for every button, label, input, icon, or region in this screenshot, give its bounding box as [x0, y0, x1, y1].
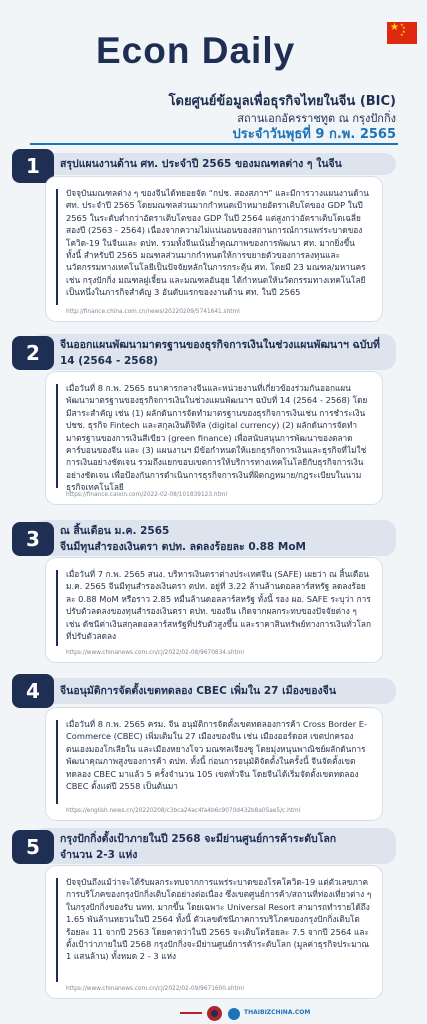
issue-date: ประจำวันพุธที่ 9 ก.พ. 2565 — [232, 127, 396, 142]
body-accent-bar — [56, 720, 58, 804]
card-text: เมื่อวันที่ 8 ก.พ. 2565 ธนาคารกลางจีนและหน่วยงานที่เกี่ยวข้องร่วมกันออกแผนพัฒนามาตรฐานของธุรกิจการเงินในช่วงแผนพัฒนาฯ ฉบับที่ 14 (2564 - 2568) โดยมีสาระสำคัญ เช่น (1) ผลักดันการจัดทำมาตรฐานของธุรกิจการเงินเช่น การชำระเงิน ปชช. ธุรกิจ Fintech และสกุลเงินดิจิทัล (digital currency) (2) ผลักดันการจัดทำมาตรฐานของการเงินสีเขียว (green finance) เพื่อสนับสนุนการพัฒนาของตลาดคาร์บอนของจีน และ (3) แผนงานฯ มีข้อกำหนดให้แยกธุรกิจการเงินและธุรกิจที่ไม่ใช่การเงินอย่างชัดเจน รวมถึงแยกขอบเขตการให้บริการทางเทคโนโลยีกับธุรกิจการเงินอย่างชัดเจน เพื่อป้องกันการดำเนินการธุรกิจการเงินที่ผิดกฎหมาย/กฎระเบียบในนามธุรกิจเทคโนโลยี — [66, 383, 368, 493]
source-link[interactable]: https://www.chinanews.com.cn/cj/2022/02-08/9670834.shtml — [66, 650, 245, 656]
card-headline: จีนอนุมัติการจัดตั้งเขตทดลอง CBEC เพิ่มใน 27 เมืองของจีน — [60, 685, 336, 697]
source-link[interactable]: https://finance.caixin.com/2022-02-08/101839123.html — [66, 492, 228, 498]
card-headline: จีนออกแผนพัฒนามาตรฐานของธุรกิจการเงินในช่วงแผนพัฒนาฯ ฉบับที่ 14 (2564 - 2568) — [60, 339, 380, 367]
card-text: ปัจจุบันถึงแม้ว่าจะได้รับผลกระทบจากการแพร่ระบาดของโรคโควิด-19 แต่ตัวเลขภาคการบริโภคของกรุงปักกิ่งเติบโตอย่างต่อเนื่อง ซึ่งเขตศูนย์การค้า/สถานที่ท่องเที่ยวต่าง ๆ ในกรุงปักกิ่งของรับ นทท. มากขึ้น โดยเฉพาะ Universal Resort สามารถทำรายได้ถึง 1.65 พันล้านหยวนในปี 2564 ทั้งนี้ ตัวเลขดัชนีภาคการบริโภคของกรุงปักกิ่งเติบโตร้อยละ 11 จากปี 2563 โดยคาดว่าในปี 2565 จะเติบโตร้อยละ 7.5 จากปี 2564 และตั้งเป้าว่าภายในปี 2568 กรุงปักกิ่งจะมีย่านศูนย์การค้าระดับโลก (มูลค่าธุรกิจประมาณ 1 แสนล้าน) ทั้งหมด 2 - 3 แห่ง — [66, 877, 372, 962]
body-accent-bar — [56, 878, 58, 982]
card-number-badge: 1 — [12, 149, 54, 183]
source-link[interactable]: https://www.chinanews.com.cn/cj/2022/02-09/9671600.shtml — [66, 986, 245, 992]
news-card-4 — [26, 678, 396, 818]
card-number-badge: 5 — [12, 830, 54, 864]
card-headline: สรุปแผนงานด้าน ศท. ประจำปี 2565 ของมณฑลต่าง ๆ ในจีน — [60, 158, 342, 170]
card-body — [46, 558, 382, 662]
embassy-emblem-icon — [207, 1006, 222, 1021]
news-card-5 — [26, 828, 396, 998]
card-number-badge: 2 — [12, 336, 54, 370]
header-divider — [30, 143, 398, 145]
header — [0, 0, 427, 150]
publisher-line: โดยศูนย์ข้อมูลเพื่อธุรกิจไทยในจีน (BIC) — [168, 94, 396, 109]
bic-logo-icon — [228, 1008, 240, 1020]
news-card-2 — [26, 334, 396, 506]
card-text: ปัจจุบันมณฑลต่าง ๆ ของจีนได้ทยอยจัด “กปช. สองสภาฯ” และมีการวางแผนงานด้าน ศท. ประจำปี 2565 โดยมณฑลส่วนมากกำหนดเป้าหมายอัตราเติบโตของ GDP ในปี 2565 ในระดับต่ำกว่าอัตราเติบโตของ GDP ในปี 2564 แต่สูงกว่าอัตราเติบโตเฉลี่ยสองปี (2563 - 2564) เนื่องจากความไม่แน่นอนของสถานการณ์การแพร่ระบาดของโควิด-19 ในจีนและ ตปท. รวมทั้งจีนเน้นย้ำคุณภาพของการพัฒนา ศท. มากยิ่งขึ้น ทั้งนี้ สำหรับปี 2565 มณฑลส่วนมากกำหนดให้การขยายตัวของการลงทุนและนวัตกรรมทางเทคโนโลยีเป็นปัจจัยหลักในการกระตุ้น ศท. โดยมี 23 มณฑล/มหานคร เช่น กรุงปักกิ่ง มณฑลฝูเจี้ยน และมณฑลอันฮุย ได้กำหนดให้นวัตกรรมทางเทคโนโลยีเป็นหนึ่งในภารกิจสำคัญ 3 อันดับแรกของงานด้าน ศท. ในปี 2565 — [66, 188, 369, 298]
body-accent-bar — [56, 570, 58, 646]
card-headline: ณ สิ้นเดือน ม.ค. 2565 จีนมีทุนสำรองเงินตรา ตปท. ลดลงร้อยละ 0.88 MoM — [60, 525, 306, 553]
card-number-badge: 3 — [12, 522, 54, 556]
page-title: Econ Daily — [96, 30, 296, 71]
card-body — [46, 708, 382, 820]
card-body — [46, 372, 382, 504]
card-headline: กรุงปักกิ่งตั้งเป้าภายในปี 2568 จะมีย่านศูนย์การค้าระดับโลก จำนวน 2-3 แห่ง — [60, 833, 337, 861]
china-flag-icon: ★ ★ ★ ★ ★ — [387, 22, 417, 44]
organization-line: สถานเอกอัครราชทูต ณ กรุงปักกิ่ง — [237, 112, 396, 125]
footer — [0, 1004, 427, 1024]
news-card-1 — [26, 153, 396, 323]
card-body — [46, 866, 382, 998]
body-accent-bar — [56, 189, 58, 305]
card-body — [46, 177, 382, 321]
card-text: เมื่อวันที่ 7 ก.พ. 2565 สนง. บริหารเงินตราต่างประเทศจีน (SAFE) เผยว่า ณ สิ้นเดือน ม.ค. 2565 จีนมีทุนสำรองเงินตรา ตปท. อยู่ที่ 3.22 ล้านล้านดอลลาร์สหรัฐ ลดลงร้อยละ 0.88 MoM หรือราว 2.85 หมื่นล้านดอลลาร์สหรัฐ ทั้งนี้ รอง ผอ. SAFE ระบุว่า การปรับตัวลดลงของทุนสำรองเงินตรา ตปท. ของจีน เกิดจากผลกระทบของปัจจัยต่าง ๆ เช่น ดัชนีค่าเงินสกุลดอลลาร์สหรัฐที่ปรับตัวสูงขึ้น และราคาสินทรัพย์ทางการเงินทั่วโลกที่ปรับตัวลดลง — [66, 569, 372, 642]
footer-rule — [180, 1012, 202, 1014]
source-link[interactable]: http://finance.china.com.cn/news/20220209/5741641.shtml — [66, 309, 240, 315]
body-accent-bar — [56, 384, 58, 488]
card-number-badge: 4 — [12, 674, 54, 708]
footer-website[interactable]: THAIBIZCHINA.COM — [244, 1009, 311, 1016]
card-text: เมื่อวันที่ 8 ก.พ. 2565 ครม. จีน อนุมัติการจัดตั้งเขตทดลองการค้า Cross Border E-Commerce (CBEC) เพิ่มเติมใน 27 เมืองของจีน เช่น เมืองออร์ดอส เขตปกครองตนเองมองโกเลียใน และเมืองหยางโจว มณฑลเจียงซู โดยมุ่งหนุนพาณิชย์ผลักดันการพัฒนาคุณภาพสูงของการค้า ตปท. ทั้งนี้ ก่อนการอนุมัติจัดตั้งในครั้งนี้ จีนจัดตั้งเขตทดลอง CBEC มาแล้ว 5 ครั้งจำนวน 105 เขตทั่วจีน โดยจีนได้เริ่มจัดตั้งเขตทดลอง CBEC ตั้งแต่ปี 2558 เป็นต้นมา — [66, 719, 367, 792]
source-link[interactable]: https://english.news.cn/20220208/c3bca24ac4fa4b6c9070d432b8a05ae5/c.html — [66, 808, 301, 814]
news-card-3 — [26, 520, 396, 660]
